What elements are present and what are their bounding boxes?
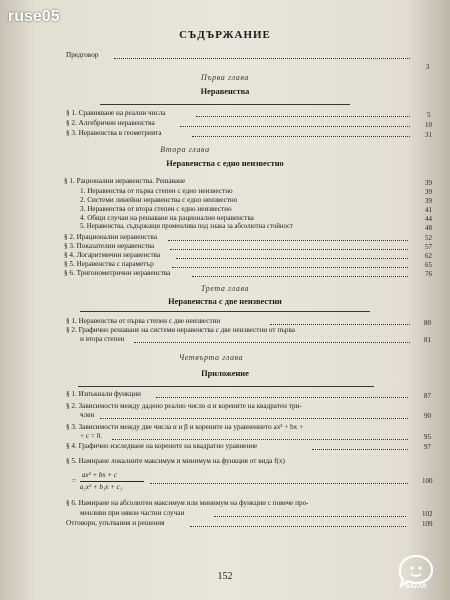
dot-leader (100, 416, 408, 419)
dot-leader (192, 134, 410, 137)
toc-item: 4. Общи случаи на решаване на рационални неравенства (80, 214, 254, 222)
page-title: СЪДЪРЖАНИЕ (179, 29, 271, 41)
toc-item: 2. Системи линейни неравенства с едно неизвестно (80, 196, 238, 204)
toc-item: § 1. Сравняване на реални числа (66, 109, 166, 117)
chapter-1-heading: Неравенства (200, 87, 250, 96)
chapter-2-label: Втора глава (160, 145, 210, 154)
toc-item: 5. Неравенства, съдържащи променлива под знака за абсолютна стойност (80, 223, 294, 230)
toc-item: § 6. Намиране на абсолютен максимум или минимум на функции с повече про- (66, 499, 309, 507)
dot-leader (114, 56, 410, 59)
divider (78, 386, 374, 387)
toc-item: § 1. Изпъкнали функции (66, 390, 141, 398)
watermark: ruse05 (8, 8, 60, 25)
brand-label: BAZAR (405, 584, 427, 590)
dot-leader (134, 340, 410, 343)
toc-page: 90 (424, 412, 431, 420)
formula-denominator: a₁x² + b₁x + c₁ (80, 483, 123, 491)
toc-item: § 4. Графично изследване на корените на квадратно уравнение (66, 442, 258, 450)
toc-page: 39 (425, 179, 432, 187)
dot-leader (168, 238, 408, 241)
toc-page: 102 (422, 510, 433, 518)
dot-leader (176, 256, 408, 259)
divider (80, 311, 370, 312)
chapter-1-label: Първа глава (201, 73, 249, 82)
toc-page: 39 (425, 188, 432, 196)
toc-item: и втора степен (80, 335, 125, 343)
toc-item: 1. Неравенства от първа степен с едно неизвестно (80, 187, 233, 195)
toc-item: § 4. Логаритмични неравенства (64, 251, 161, 259)
toc-item: § 3. Показателни неравенства (64, 242, 155, 250)
dot-leader (112, 437, 408, 440)
dot-leader (192, 274, 408, 277)
toc-page: 10 (425, 121, 432, 129)
dot-leader (270, 322, 410, 325)
toc-page: 44 (425, 215, 432, 223)
toc-page: 48 (425, 224, 432, 232)
dot-leader (180, 124, 410, 127)
toc-item: § 1. Рационални неравенства. Решаване (64, 177, 186, 185)
toc-item: § 3. Зависимости между две числа α и β и корените на уравнението ax² + bx + (66, 423, 304, 431)
toc-item: § 2. Зависимости между дадено реално число α и корените на квадратен три- (66, 402, 302, 410)
dot-leader (172, 265, 408, 268)
toc-item: § 6. Тригонометрични неравенства (64, 269, 171, 277)
toc-page: 62 (425, 252, 432, 260)
dot-leader (156, 395, 408, 398)
toc-item: § 5. Намиране локалните максимум и минимум на функция от вида f(x) (66, 457, 285, 465)
dot-leader (170, 247, 408, 250)
chapter-3-heading: Неравенства с две неизвестни (168, 297, 282, 306)
dot-leader (190, 524, 406, 527)
toc-page: 52 (425, 234, 432, 242)
toc-item: член (80, 411, 95, 419)
toc-page: 39 (425, 197, 432, 205)
chapter-4-label: Четвърта глава (178, 353, 244, 362)
toc-preface-page: 3 (426, 63, 430, 71)
toc-page: 97 (424, 443, 431, 451)
dot-leader (312, 447, 408, 450)
toc-item: § 5. Неравенства с параметър (64, 260, 154, 268)
toc-item: Отговори, упътвания и решения (66, 519, 165, 527)
formula-numerator: ax² + bx + c (82, 471, 117, 479)
page-number: 152 (217, 571, 233, 582)
toc-page: 57 (425, 243, 432, 251)
toc-item: § 2. Ирационални неравенства (64, 233, 158, 241)
toc-page: 31 (425, 131, 432, 139)
toc-preface: Предговор (66, 51, 99, 59)
toc-item: менливи при някои частни случаи (80, 509, 185, 517)
chapter-2-heading: Неравенства с едно неизвестно (166, 159, 284, 168)
toc-page: 87 (424, 392, 431, 400)
toc-item: § 2. Графично решаване на системи неравенства с две неизвестни от първа (66, 326, 295, 334)
chapter-4-heading: Приложение (201, 369, 249, 378)
dot-leader (214, 514, 406, 517)
dot-leader (150, 481, 408, 484)
chapter-3-label: Трета глава (200, 284, 250, 293)
toc-page: 109 (422, 520, 433, 528)
toc-page: 65 (425, 261, 432, 269)
formula-equals: = (72, 477, 76, 485)
dot-leader (196, 114, 410, 117)
divider (100, 104, 350, 105)
toc-item: § 1. Неравенства от първа степен с две неизвестни (66, 317, 221, 325)
formula-page: 100 (422, 477, 433, 485)
toc-item: 3. Неравенства от втора степен с едно неизвестно (80, 205, 232, 213)
toc-item: § 3. Неравенства в геометрията (66, 129, 162, 137)
toc-item: § 2. Алгебрични неравенства (66, 119, 155, 127)
toc-page: 81 (424, 336, 431, 344)
fraction-bar (80, 481, 144, 482)
toc-page: 76 (425, 270, 432, 278)
toc-page: 5 (427, 111, 431, 119)
toc-page: 41 (425, 206, 432, 214)
toc-page: 80 (424, 319, 431, 327)
toc-page: 95 (424, 433, 431, 441)
toc-item: + c = 0. (80, 432, 103, 440)
